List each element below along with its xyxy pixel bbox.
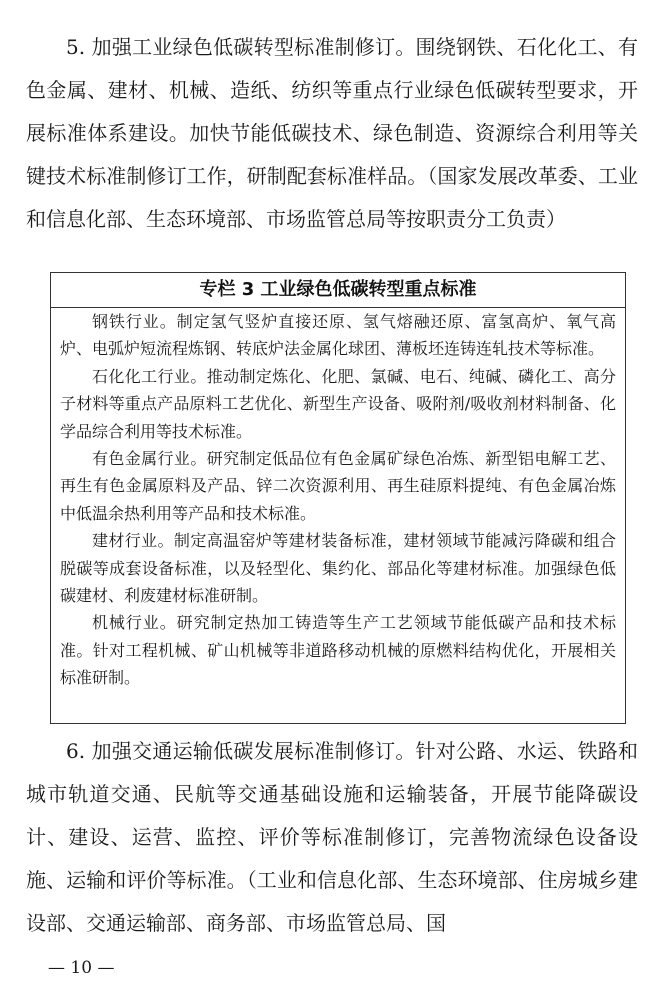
box-item-petrochemical: 石化化工行业。推动制定炼化、化肥、氯碱、电石、纯碱、磷化工、高分子材料等重点产品原料工艺优化、新型生产设备、吸附剂/吸收剂材料制备、化学品综合利用等技术标准。 [60, 366, 616, 441]
box-item-building-materials: 建材行业。制定高温窑炉等建材装备标准，建材领域节能减污降碳和组合脱碳等成套设备标准，以及轻型化、集约化、部品化等建材标准。加强绿色低碳建材、利废建材标准研制。 [60, 531, 616, 606]
box-item-machinery: 机械行业。研究制定热加工铸造等生产工艺领域节能低碳产品和技术标准。针对工程机械、矿山机械等非道路移动机械的原燃料结构优化，开展相关标准研制。 [60, 613, 616, 688]
column-box-3 [50, 272, 626, 724]
paragraph-5: 5. 加强工业绿色低碳转型标准制修订。围绕钢铁、石化化工、有色金属、建材、机械、造纸、纺织等重点行业绿色低碳转型要求，开展标准体系建设。加快节能低碳技术、绿色制造、资源综合利用等关键技术标准制修订工作，研制配套标准样品。（国家发展改革委、工业和信息化部、生态环境部、市场监管总局等按职责分工负责） [26, 35, 638, 231]
paragraph-6: 6. 加强交通运输低碳发展标准制修订。针对公路、水运、铁路和城市轨道交通、民航等交通基础设施和运输装备，开展节能降碳设计、建设、运营、监控、评价等标准制修订，完善物流绿色设备设施、运输和评价等标准。（工业和信息化部、生态环境部、住房城乡建设部、交通运输部、商务部、市场监管总局、国 [26, 739, 638, 935]
page-number: — 10 — [48, 958, 115, 978]
box-item-nonferrous: 有色金属行业。研究制定低品位有色金属矿绿色冶炼、新型铝电解工艺、再生有色金属原料及产品、锌二次资源利用、再生硅原料提纯、有色金属冶炼中低温余热利用等产品和技术标准。 [60, 449, 616, 523]
column-box-title: 专栏 3 工业绿色低碳转型重点标准 [51, 273, 625, 308]
column-box-body [51, 308, 625, 692]
box-item-steel: 钢铁行业。制定氢气竖炉直接还原、氢气熔融还原、富氢高炉、氧气高炉、电弧炉短流程炼钢、转底炉法金属化球团、薄板坯连铸连轧技术等标准。 [60, 312, 616, 359]
